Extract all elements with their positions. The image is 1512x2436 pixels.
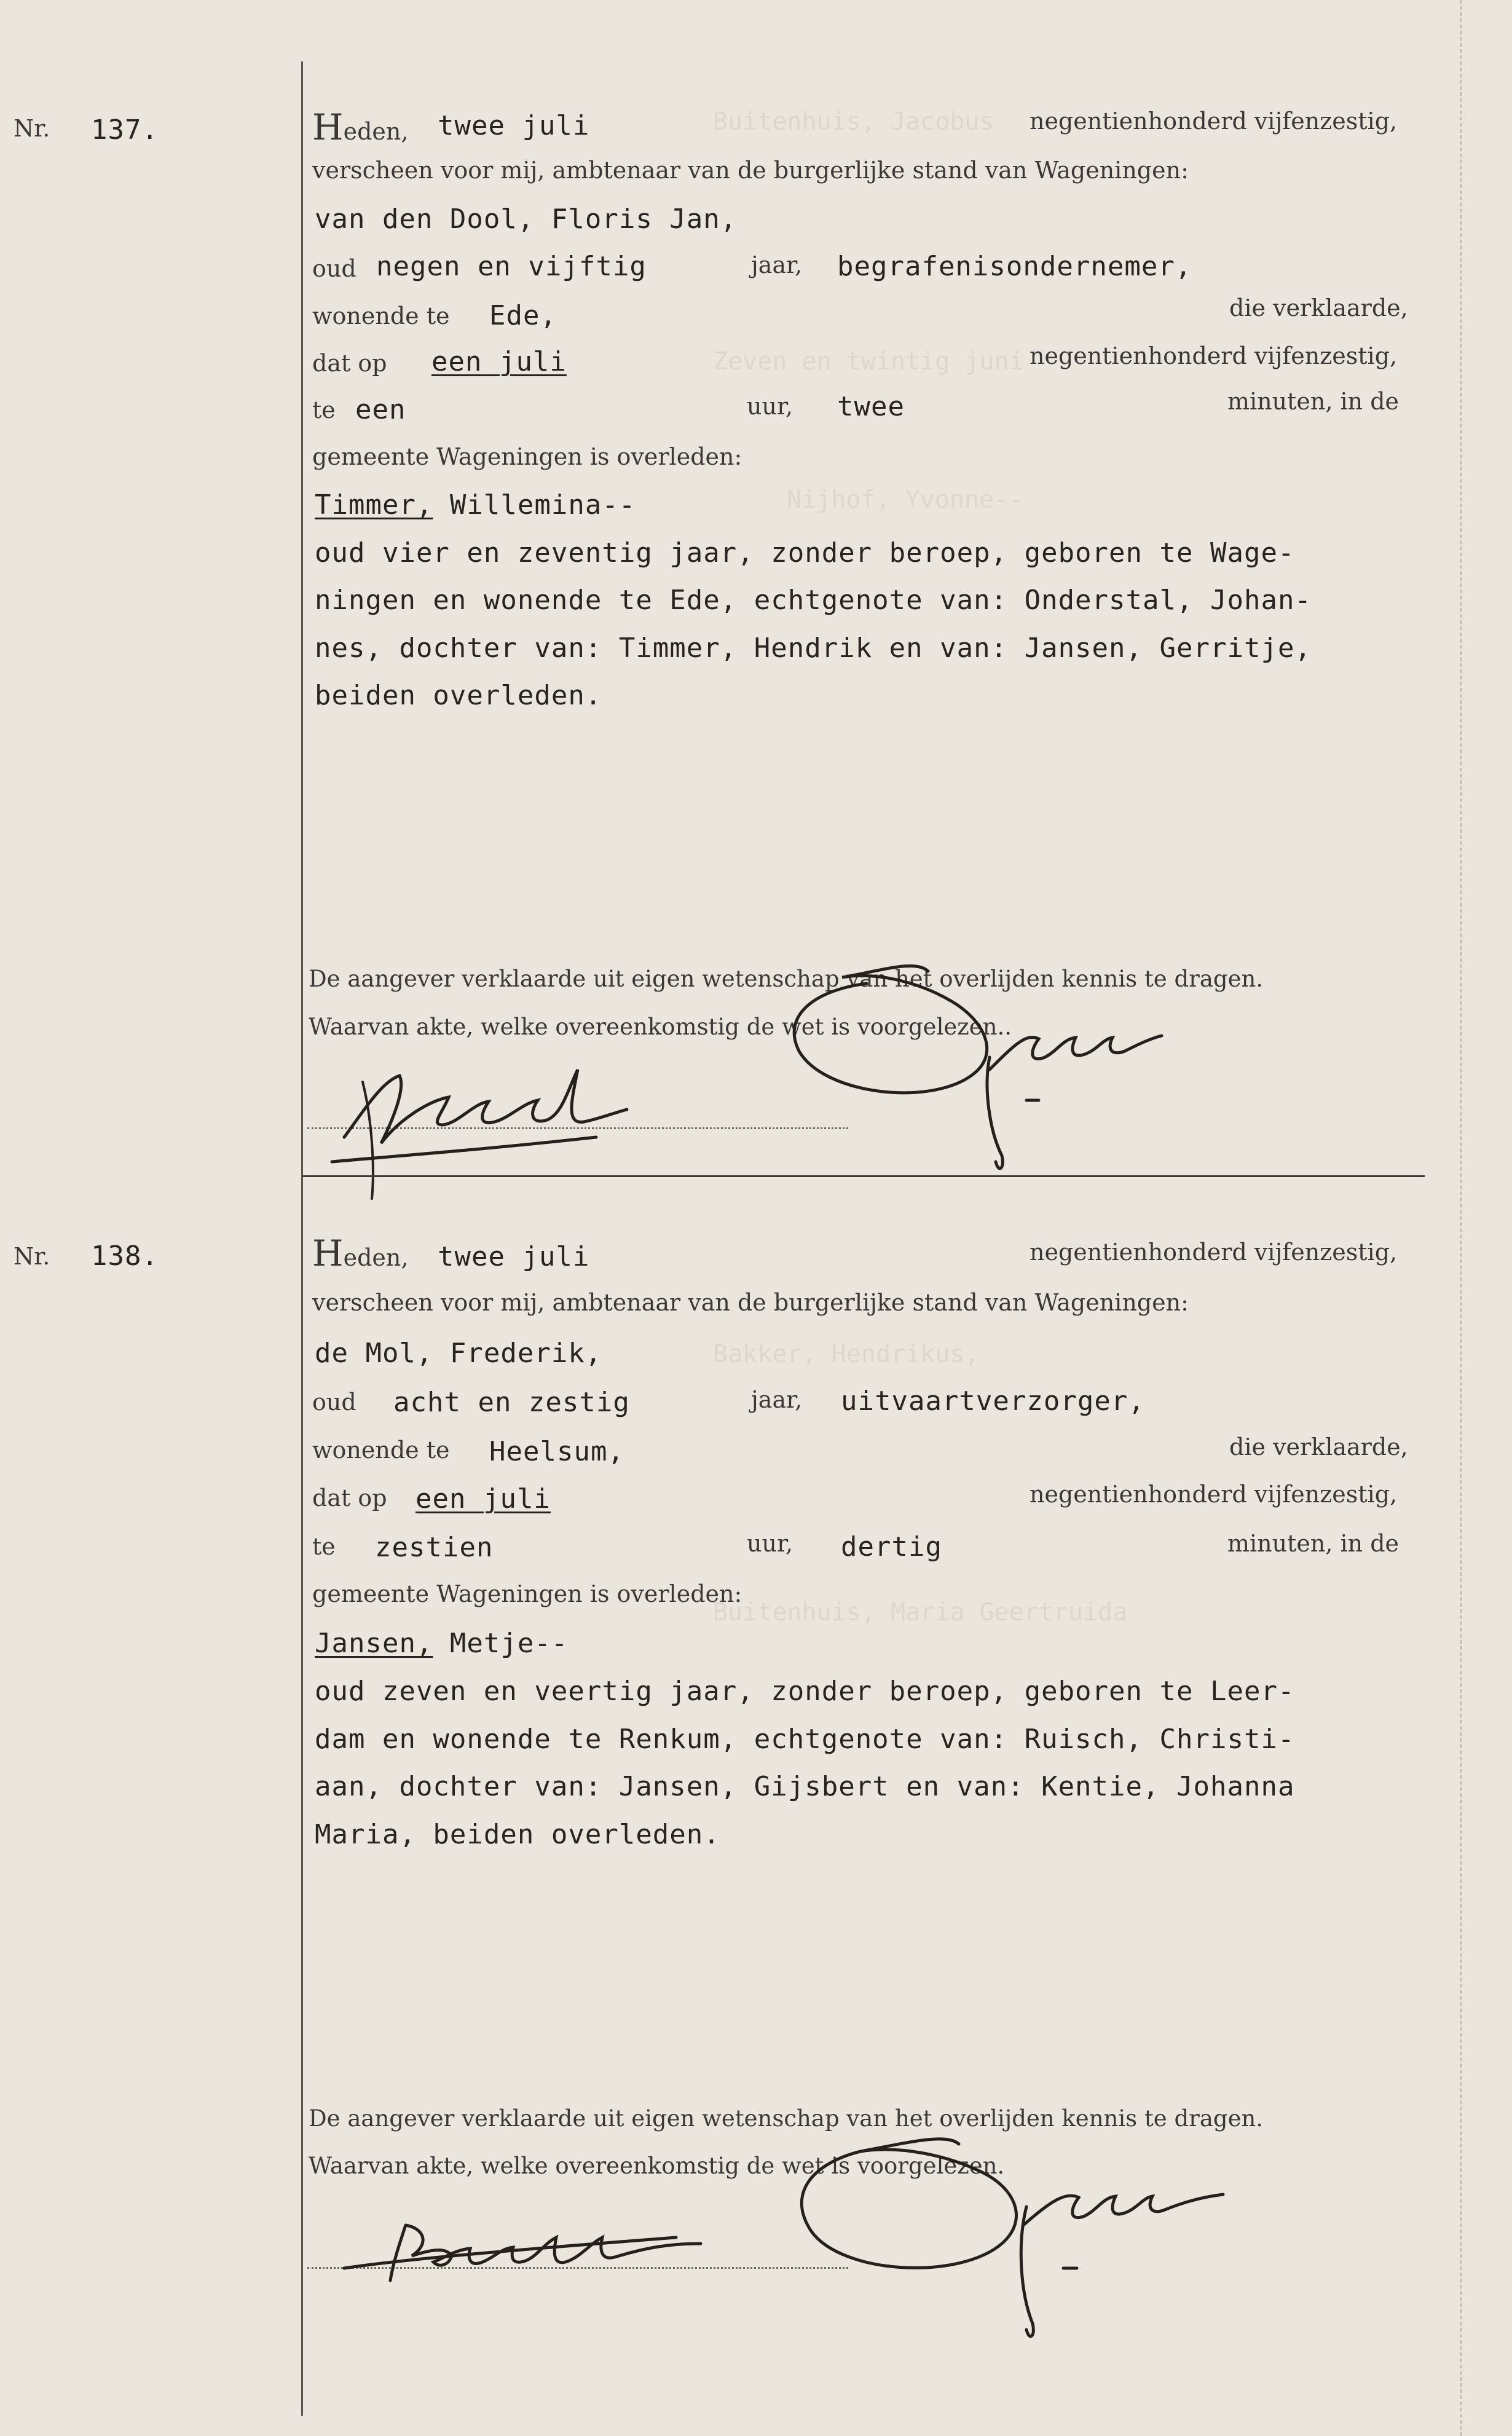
heden-initial: H — [312, 106, 344, 148]
declarant-name: de Mol, Frederik, — [315, 1338, 602, 1369]
entry-number: 137. — [91, 114, 159, 146]
declarant-residence: Heelsum, — [489, 1436, 624, 1467]
aangever-line: De aangever verklaarde uit eigen wetenschap van het overlijden kennis te dragen. — [309, 2105, 1264, 2132]
body-line-4: Maria, beiden overleden. — [315, 1819, 720, 1850]
aangever-line: De aangever verklaarde uit eigen wetenschap van het overlijden kennis te dragen. — [309, 966, 1264, 992]
year-text-2: negentienhonderd vijfenzestig, — [1030, 1481, 1398, 1508]
body-line-1: oud zeven en veertig jaar, zonder beroep, geboren te Leer- — [315, 1676, 1295, 1707]
declarant-signature — [326, 1045, 645, 1205]
death-hour: zestien — [375, 1532, 494, 1563]
declarant-occupation: uitvaartverzorger, — [841, 1386, 1145, 1417]
registration-date: twee juli — [438, 110, 590, 141]
wonende-label: wonende te — [312, 1437, 450, 1464]
datop-label: dat op — [312, 1484, 387, 1512]
jaar-label: jaar, — [751, 1386, 803, 1413]
registrar-signature — [695, 947, 1186, 1192]
deceased-surname: Jansen, — [315, 1628, 433, 1659]
heden-initial: H — [312, 1232, 344, 1274]
body-line-2: dam en wonende te Renkum, echtgenote van: Ruisch, Christi- — [315, 1724, 1295, 1755]
verscheen-line: verscheen voor mij, ambtenaar van de burgerlijke stand van Wageningen: — [312, 1289, 1189, 1316]
te-label: te — [312, 396, 336, 424]
uur-label: uur, — [747, 393, 793, 420]
deceased-given-name: Metje-- — [433, 1628, 569, 1659]
body-line-2: ningen en wonende te Ede, echtgenote van: Onderstal, Johan- — [315, 585, 1312, 616]
waarvan-line: Waarvan akte, welke overeenkomstig de wet is voorgelezen. — [309, 2153, 1005, 2179]
declarant-signature — [332, 2201, 774, 2299]
entry-number-label: Nr. — [14, 1243, 50, 1270]
oud-label: oud — [312, 1389, 356, 1416]
year-text: negentienhonderd vijfenzestig, — [1030, 1239, 1398, 1266]
year-text: negentienhonderd vijfenzestig, — [1030, 108, 1398, 135]
declarant-occupation: begrafenisondernemer, — [837, 251, 1192, 282]
declarant-name: van den Dool, Floris Jan, — [315, 203, 738, 235]
entry-number-label: Nr. — [14, 115, 50, 142]
body-line-3: nes, dochter van: Timmer, Hendrik en van: Jansen, Gerritje, — [315, 633, 1312, 664]
body-line-1: oud vier en zeventig jaar, zonder beroep, geboren te Wage- — [315, 537, 1295, 569]
entry-number: 138. — [91, 1240, 159, 1272]
te-label: te — [312, 1533, 336, 1560]
year-text-2: negentienhonderd vijfenzestig, — [1030, 342, 1398, 369]
death-hour: een — [355, 394, 406, 425]
verscheen-line: verscheen voor mij, ambtenaar van de burgerlijke stand van Wageningen: — [312, 157, 1189, 184]
gemeente-line: gemeente Wageningen is overleden: — [312, 443, 742, 470]
declarant-age: acht en zestig — [393, 1387, 630, 1418]
wonende-label: wonende te — [312, 302, 450, 329]
uur-label: uur, — [747, 1530, 793, 1557]
death-date: een juli — [431, 346, 567, 377]
minuten-label: minuten, in de — [1227, 1530, 1400, 1557]
registration-date: twee juli — [438, 1241, 590, 1272]
oud-label: oud — [312, 255, 356, 282]
deceased-given-name: Willemina-- — [433, 489, 636, 521]
heden-label: eden, — [343, 1244, 409, 1271]
death-minutes: dertig — [841, 1531, 942, 1563]
death-minutes: twee — [837, 391, 905, 422]
civil-registry-page: Buitenhuis, Jacobus Zeven en twintig juni Nijhof, Yvonne-- Bakker, Hendrikus, Buitenhuis, Maria Geertruida Nr. 137. Heden, twee juli negentienhonderd vijfenzestig, verscheen voor mij, ambtenaar van de burgerlijke stand van Wageningen: van den Dool, Floris Jan, oud negen en vijftig jaar, begrafenisondernemer, wonende te Ede, die verklaarde, dat op een juli negentienhonderd vijfenzestig, te een uur, twee minuten, in de gemeente Wageningen is overleden: Timmer, Willemina-- oud vier en zeventig jaar, zonder beroep, geboren te Wage- ningen en wonende te Ede, echtgenote van: Onderstal, Johan- nes, dochter van: Timmer, Hendrik en van: Jansen, Gerritje, beiden overleden. De aangever verklaarde uit eigen wetenschap van het overlijden kennis te dragen. Waarvan akte, welke overeenkomstig de wet is voorgelezen.. Nr. 138. Heden, twee juli negentienhonderd vijfenzestig, verscheen voor mij, ambtenaar van de burgerlijke stand van Wageningen: de Mol, Frederik, oud acht en zestig jaar, uitvaartverzorger, wonende te Heelsum, die verklaarde, dat op een juli negentienhonderd vijfenzestig, te zestien uur, dertig minuten, in de gemeente Wageningen is overleden: Jansen, Metje-- oud zeven en veertig jaar, zonder beroep, geboren te Leer- dam en wonende te Renkum, echtgenote van: Ruisch, Christi- aan, dochter van: Jansen, Gijsbert en van: Kentie, Johanna Maria, beiden overleden. De aangever verklaarde uit eigen wetenschap van het overlijden kennis te dragen. Waarvan akte, welke overeenkomstig de wet is voorgelezen. — [0, 0, 1512, 2436]
datop-label: dat op — [312, 350, 387, 377]
registrar-signature — [738, 2108, 1266, 2354]
jaar-label: jaar, — [751, 251, 803, 278]
page-edge — [1460, 0, 1463, 2436]
declarant-residence: Ede, — [489, 300, 557, 331]
heden-label: eden, — [343, 118, 409, 145]
declarant-age: negen en vijftig — [376, 251, 647, 282]
body-line-4: beiden overleden. — [315, 680, 602, 711]
verklaarde-label: die verklaarde, — [1229, 1433, 1408, 1460]
deceased-surname: Timmer, — [315, 489, 433, 521]
minuten-label: minuten, in de — [1227, 388, 1400, 415]
gemeente-line: gemeente Wageningen is overleden: — [312, 1580, 742, 1607]
waarvan-line: Waarvan akte, welke overeenkomstig de wet is voorgelezen.. — [309, 1014, 1012, 1040]
death-date: een juli — [415, 1483, 551, 1515]
margin-rule — [301, 61, 303, 2416]
verklaarde-label: die verklaarde, — [1229, 294, 1408, 321]
body-line-3: aan, dochter van: Jansen, Gijsbert en van: Kentie, Johanna — [315, 1771, 1295, 1802]
entry-separator — [302, 1175, 1425, 1177]
